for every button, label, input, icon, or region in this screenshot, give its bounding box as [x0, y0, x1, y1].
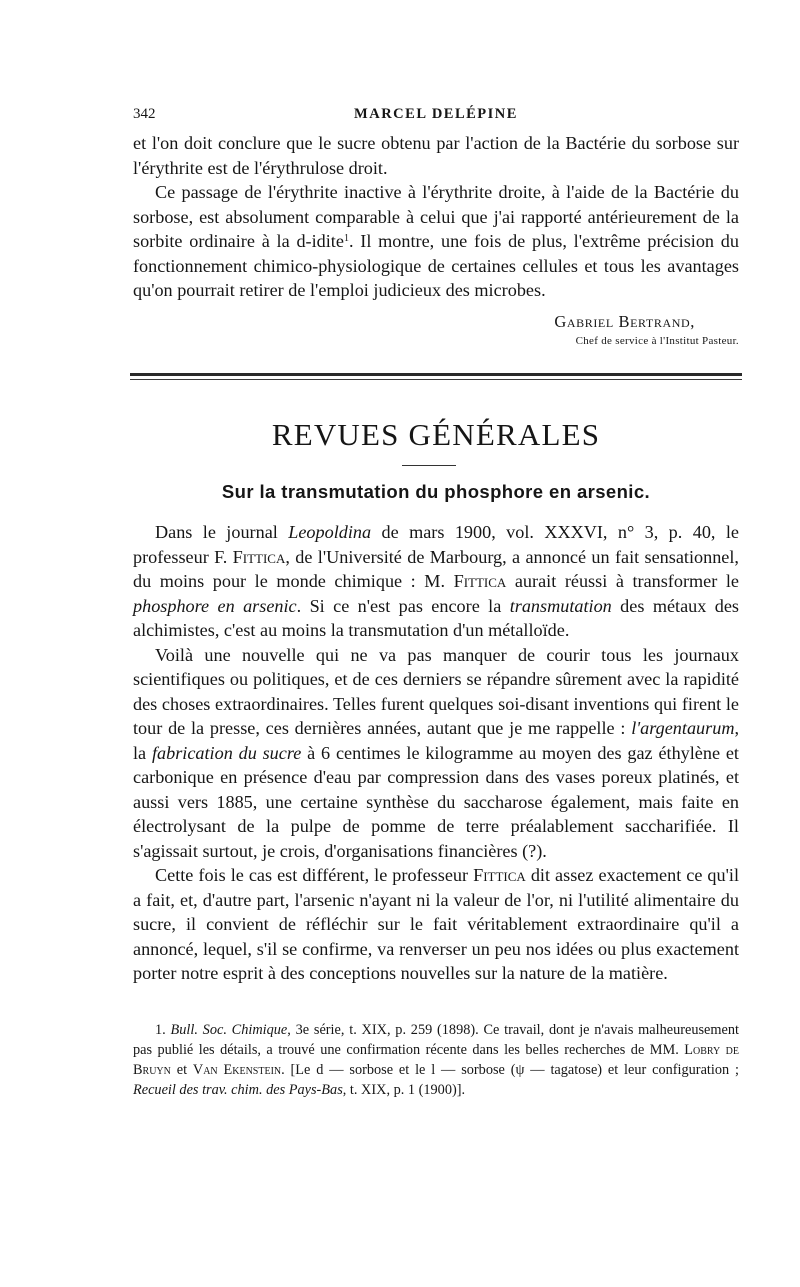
section-divider [130, 373, 742, 376]
paragraph: Ce passage de l'érythrite inactive à l'érythrite droite, à l'aide de la Bactérie du sorbose, est absolument comparable à celui que j'ai rapporté antérieurement de la sorbite ordinaire à la d-idite$^1$. Il montre, une fois de plus, l'extrême précision du fonctionnement chimico-physiologique de certaines cellules et tous les avantages qu'on pourrait retirer de l'emploi judicieux des microbes. [133, 182, 739, 300]
footnote-marker[interactable]: 1 [343, 233, 349, 244]
page-number: 342 [133, 106, 156, 122]
previous-article-ending [133, 131, 739, 303]
title-underline [402, 465, 456, 466]
running-title: MARCEL DELÉPINE [354, 106, 518, 122]
page-header [133, 106, 739, 128]
article-title: Sur la transmutation du phosphore en arsenic. [221, 481, 651, 502]
paragraph: et l'on doit conclure que le sucre obtenu par l'action de la Bactérie du sorbose sur l'érythrite est de l'érythrulose droit. [133, 133, 739, 178]
article-body [133, 520, 739, 986]
paragraph: Cette fois le cas est différent, le professeur Fittica dit assez exactement ce qu'il a fait, et, d'autre part, l'arsenic n'ayant ni la valeur de l'or, ni l'utilité alimentaire du sucre, il convient de réfléchir sur le fait véritablement extraordinaire qu'il a annoncé, lequel, s'il se confirme, va renverser un peu nos idées ou plus exactement porter notre esprit à des conceptions nouvelles sur la nature de la matière. [133, 865, 740, 983]
paragraph: Dans le journal Leopoldina de mars 1900, vol. XXXVI, n° 3, p. 40, le professeur F. Fittica, de l'Université de Marbourg, a annoncé un fait sensationnel, du moins pour le monde chimique : M. Fittica aurait réussi à transformer le phosphore en arsenic. Si ce n'est pas encore la transmutation des métaux des alchimistes, c'est au moins la transmutation d'un métalloïde. [133, 522, 740, 640]
footnote: 1. Bull. Soc. Chimique, 3e série, t. XIX, p. 259 (1898). Ce travail, dont je n'avais malheureusement pas publié les détails, a trouvé une confirmation récente dans les belles recherches de MM. Lobry de Bruyn et Van Ekenstein. [Le d — sorbose et le l — sorbose (ψ — tagatose) et leur configuration ; Recueil des trav. chim. des Pays-Bas, t. XIX, p. 1 (1900)]. [133, 1022, 739, 1098]
paragraph: Voilà une nouvelle qui ne va pas manquer de courir tous les journaux scientifiques ou politiques, et de ces derniers se répandre sûrement avec la rapidité des choses extraordinaires. Telles furent quelques soi-disant inventions qui firent le tour de la presse, ces dernières années, autant que je me rappelle : l'argentaurum, la fabrication du sucre à 6 centimes le kilogramme au moyen des gaz éthylène et carbonique en présence d'eau par compression dans des vases poreux platinés, et aussi vers 1885, une certaine synthèse du saccharose également, mais faite en électrolysant de la pulpe de pomme de terre préalablement saccharifiée. Il s'agissait surtout, je crois, d'organisations financières (?). [133, 644, 739, 861]
section-divider-thin [130, 379, 742, 380]
author-affiliation: Chef de service à l'Institut Pasteur. [575, 335, 739, 347]
section-title: REVUES GÉNÉRALES [271, 417, 601, 452]
author-signature: Gabriel Bertrand, [554, 312, 695, 331]
